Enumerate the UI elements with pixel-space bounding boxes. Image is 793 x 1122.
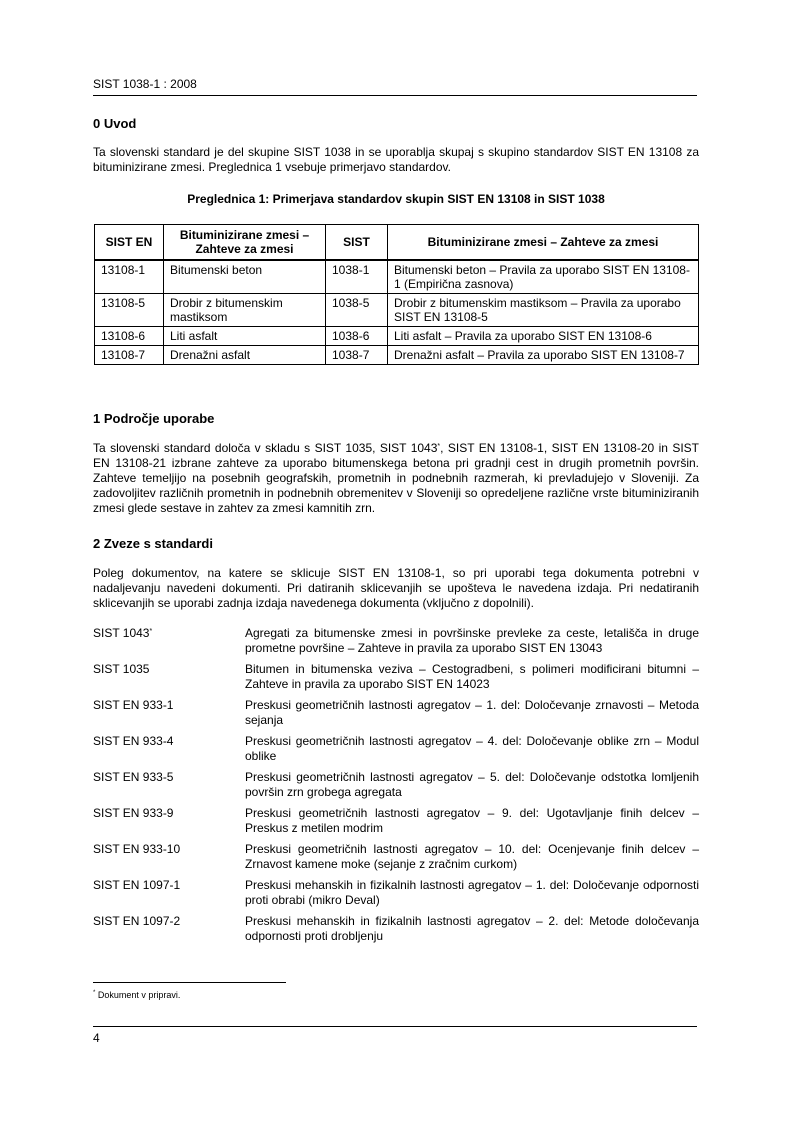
- normative-references-list: [93, 626, 699, 950]
- table-row: [95, 260, 699, 294]
- section-2-heading: 2 Zveze s standardi: [93, 536, 213, 551]
- table-header-row: [95, 225, 699, 261]
- reference-code: SIST 1043: [93, 626, 150, 640]
- reference-code: SIST EN 933-4: [93, 734, 174, 748]
- footer-divider: [93, 1026, 697, 1027]
- reference-item: [93, 770, 699, 800]
- table-cell: 13108-1: [95, 260, 164, 294]
- reference-code: SIST EN 1097-1: [93, 878, 181, 892]
- section-1-paragraph: [93, 441, 699, 516]
- reference-description: Preskusi geometričnih lastnosti agregatov – 4. del: Določevanje oblike zrn – Modul oblike: [245, 734, 699, 763]
- page-number: 4: [93, 1031, 100, 1045]
- table-header-cell: SIST: [326, 225, 388, 261]
- comparison-table: [94, 224, 699, 365]
- section-2-paragraph: Poleg dokumentov, na katere se sklicuje SIST EN 13108-1, so pri uporabi tega dokumenta potrebni v nadaljevanju navedeni dokumenti. Pri datiranih sklicevanjih se upošteva le navedena izdaja. Pri nedatiranih sklicevanjih se uporabi zadnja izdaja navedenega dokumenta (vključno z dopolnili).: [93, 566, 699, 610]
- reference-item: [93, 806, 699, 836]
- section-1-heading: 1 Področje uporabe: [93, 411, 215, 426]
- section-1-text-b: , SIST EN 13108-1, SIST EN 13108-20 in SIST EN 13108-21 izbrane zahteve za uporabo bitumenskega betona pri gradnji cest in drugih prometnih površin. Zahteve temeljijo na posebnih geografskih, prometnih in podnebnih razmerah, ki prevladujejo v Sloveniji. Za zadovoljitev različnih prometnih in podnebnih obremenitev v Sloveniji so opredeljene različne vrste bituminiziranih zmesi glede sestave in zahtev za zmesi kamnitih zrn.: [93, 441, 700, 515]
- table-cell: 13108-7: [95, 346, 164, 365]
- table-cell: 13108-5: [95, 294, 164, 327]
- reference-description: Preskusi mehanskih in fizikalnih lastnosti agregatov – 2. del: Metode določevanja odpornosti proti drobljenju: [245, 914, 699, 943]
- reference-description: Preskusi mehanskih in fizikalnih lastnosti agregatov – 1. del: Določevanje odpornosti proti obrabi (mikro Deval): [245, 878, 699, 907]
- table-cell: Liti asfalt – Pravila za uporabo SIST EN 13108-6: [388, 327, 699, 346]
- reference-item: [93, 914, 699, 944]
- table-cell: Bitumenski beton – Pravila za uporabo SIST EN 13108-1 (Empirična zasnova): [388, 260, 699, 294]
- running-header: SIST 1038-1 : 2008: [93, 77, 197, 91]
- table-header-cell: Bituminizirane zmesi – Zahteve za zmesi: [388, 225, 699, 261]
- footnote: [93, 990, 180, 1000]
- reference-description: Agregati za bitumenske zmesi in površinske prevleke za ceste, letališča in druge prometne površine – Zahteve in pravila za uporabo SIST EN 13043: [245, 626, 699, 655]
- reference-description: Preskusi geometričnih lastnosti agregatov – 1. del: Določevanje zrnavosti – Metoda sejanja: [245, 698, 699, 727]
- footnote-mark: *: [93, 990, 96, 996]
- reference-item: [93, 662, 699, 692]
- table-cell: 1038-1: [326, 260, 388, 294]
- table-row: [95, 346, 699, 365]
- header-divider: [93, 95, 697, 96]
- reference-item: [93, 626, 699, 656]
- reference-code: SIST EN 933-5: [93, 770, 174, 784]
- reference-description: Bitumen in bitumenska veziva – Cestogradbeni, s polimeri modificirani bitumni – Zahteve in pravila za uporabo SIST EN 14023: [245, 662, 699, 691]
- reference-code: SIST 1035: [93, 662, 150, 676]
- table-cell: Bitumenski beton: [164, 260, 326, 294]
- reference-item: [93, 698, 699, 728]
- reference-code: SIST EN 933-9: [93, 806, 174, 820]
- section-0-paragraph: Ta slovenski standard je del skupine SIST 1038 in se uporablja skupaj s skupino standardov SIST EN 13108 za bituminizirane zmesi. Preglednica 1 vsebuje primerjavo standardov.: [93, 145, 699, 174]
- reference-code: SIST EN 933-1: [93, 698, 174, 712]
- footnote-marker: *: [149, 628, 153, 635]
- table-cell: 1038-7: [326, 346, 388, 365]
- section-0-heading: 0 Uvod: [93, 116, 137, 131]
- table-cell: Liti asfalt: [164, 327, 326, 346]
- table-cell: Drobir z bitumenskim mastiksom – Pravila za uporabo SIST EN 13108-5: [388, 294, 699, 327]
- table-cell: 1038-5: [326, 294, 388, 327]
- table-cell: 13108-6: [95, 327, 164, 346]
- table-row: [95, 294, 699, 327]
- footnote-marker: *: [437, 443, 441, 450]
- table-cell: Drenažni asfalt – Pravila za uporabo SIST EN 13108-7: [388, 346, 699, 365]
- reference-item: [93, 878, 699, 908]
- table-cell: Drobir z bitumenskim mastiksom: [164, 294, 326, 327]
- reference-code: SIST EN 933-10: [93, 842, 181, 856]
- section-1-text-a: Ta slovenski standard določa v skladu s SIST 1035, SIST 1043: [93, 441, 438, 455]
- reference-code: SIST EN 1097-2: [93, 914, 181, 928]
- reference-item: [93, 842, 699, 872]
- footnote-divider: [93, 982, 286, 983]
- reference-item: [93, 734, 699, 764]
- table-cell: 1038-6: [326, 327, 388, 346]
- reference-description: Preskusi geometričnih lastnosti agregatov – 10. del: Ocenjevanje finih delcev – Zrnavost kamene moke (sejanje z zračnim curkom): [245, 842, 699, 871]
- reference-description: Preskusi geometričnih lastnosti agregatov – 9. del: Ugotavljanje finih delcev – Preskus z metilen modrim: [245, 806, 699, 835]
- table-caption: Preglednica 1: Primerjava standardov skupin SIST EN 13108 in SIST 1038: [187, 192, 605, 206]
- table-cell: Drenažni asfalt: [164, 346, 326, 365]
- footnote-text: Dokument v pripravi.: [95, 990, 181, 1000]
- table-header-cell: SIST EN: [95, 225, 164, 261]
- table-header-cell: Bituminizirane zmesi – Zahteve za zmesi: [164, 225, 326, 261]
- reference-description: Preskusi geometričnih lastnosti agregatov – 5. del: Določevanje odstotka lomljenih površin zrn grobega agregata: [245, 770, 699, 799]
- table-row: [95, 327, 699, 346]
